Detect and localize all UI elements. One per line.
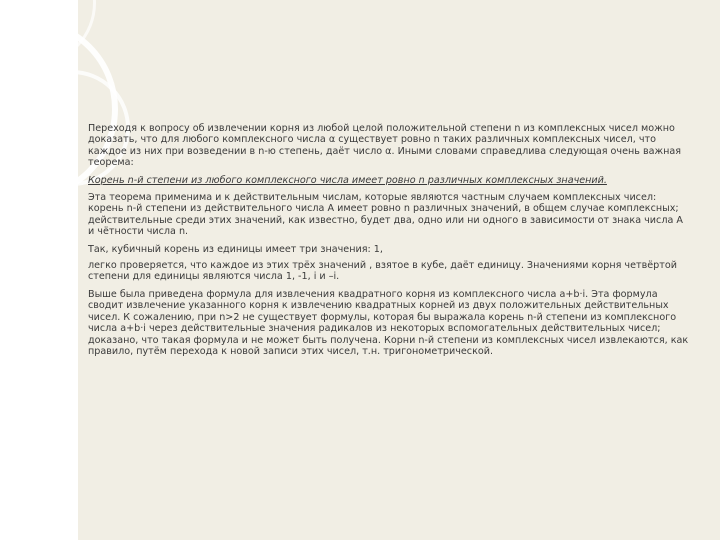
paragraph-intro: Переходя к вопросу об извлечении корня из любой целой положительной степени n из комплексных чисел можно доказать, что для любого комплексного числа α существует ровно n таких различных комплексных чисел, что каждое из них при возведении в n-ю степень, даёт число α. Иными словами справедлива следующая очень важная теорема: — [88, 123, 682, 169]
theorem-statement: Корень n-й степени из любого комплексного числа имеет ровно n различных комплексных значений. — [88, 174, 607, 186]
body-text — [88, 123, 692, 363]
paragraph-real-numbers: Эта теорема применима и к действительным числам, которые являются частным случаем комплексных чисел: корень n-й степени из действительного числа A имеет ровно n различных значений, в общем случае комплексных; действительные среди этих значений, как известно, будет два, одно или ни одного в зависимости от знака числа A и чётности числа n. — [88, 192, 683, 238]
paragraph-formula: Выше была приведена формула для извлечения квадратного корня из комплексного числа a+b·i. Эта формула сводит извлечение указанного корня к извлечению квадратных корней из двух положительных действительных чисел. К сожалению, при n>2 не существует формулы, которая бы выражала корень n-й степени из комплексного числа a+b·i через действительные значения радикалов из некоторых вспомогательных действительных чисел; доказано, что такая формула и не может быть получена. Корни n-й степени из комплексных чисел извлекаются, как правило, путём перехода к новой записи этих чисел, т.н. тригонометрической. — [88, 288, 689, 357]
paragraph-cube-root: Так, кубичный корень из единицы имеет три значения: 1, — [88, 243, 383, 255]
paragraph-check: легко проверяется, что каждое из этих трёх значений , взятое в кубе, даёт единицу. Значениями корня четвёртой степени для единицы являются числа 1, -1, i и –i. — [88, 260, 677, 283]
